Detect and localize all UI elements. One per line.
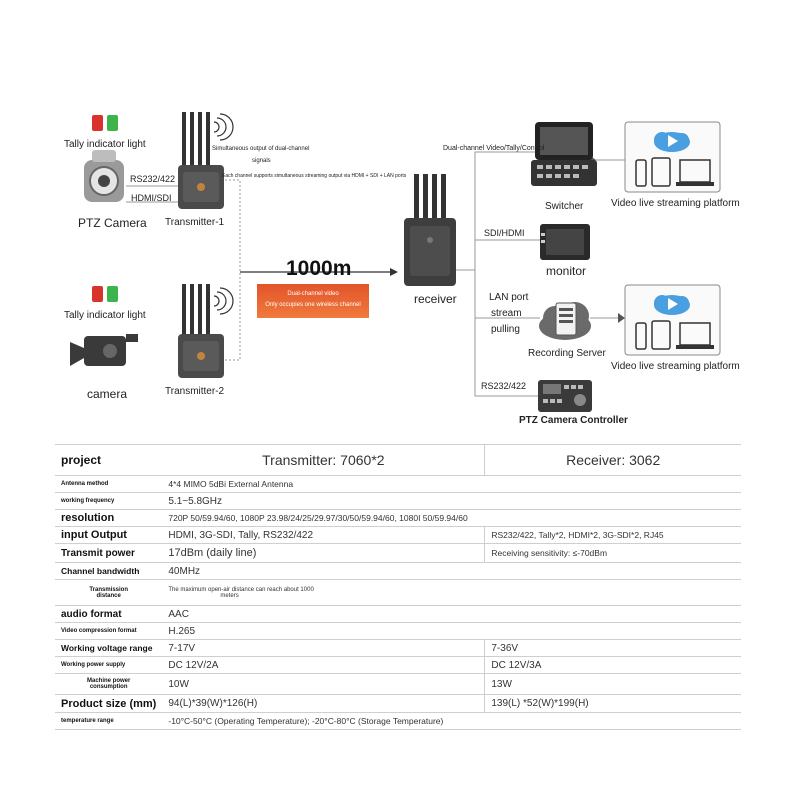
monitor-label: monitor xyxy=(546,264,587,278)
monitor-icon xyxy=(540,224,590,260)
table-row xyxy=(55,544,741,563)
platform-label-1: Video live streaming platform xyxy=(611,198,740,209)
table-row xyxy=(55,493,741,510)
row-key: Video compression format xyxy=(55,623,162,640)
table-row xyxy=(55,713,741,730)
spec-table xyxy=(55,444,741,730)
row-key: Channel bandwidth xyxy=(55,563,162,580)
header-project: project xyxy=(55,445,162,476)
dual-channel-banner xyxy=(257,284,369,318)
rs232-label-top: RS232/422 xyxy=(130,174,176,184)
row-value: H.265 xyxy=(162,623,741,640)
recording-server-icon xyxy=(539,302,591,340)
row-key: input Output xyxy=(55,527,162,544)
hdmi-label-top: HDMI/SDI xyxy=(131,193,172,203)
row-key-line-2: distance xyxy=(96,592,121,599)
row-key-line-2: consumption xyxy=(89,684,128,690)
switcher-label: Switcher xyxy=(545,201,584,212)
row-key-line-1: Transmission xyxy=(89,586,129,593)
note-each-channel: Each channel supports simultaneous streaming output via HDMI + SDI + LAN ports xyxy=(222,173,407,179)
arrow-head-icon xyxy=(390,268,398,276)
row-value-line-2: meters xyxy=(220,592,239,599)
row-value-rx: 13W xyxy=(485,674,741,695)
line-to-switcher xyxy=(455,152,535,270)
row-key-line-1: Machine power xyxy=(87,678,131,684)
tally-label-bottom: Tally indicator light xyxy=(64,310,146,321)
note-simultaneous: Simultaneous output of dual-channel xyxy=(212,146,310,152)
row-value: 720P 50/59.94/60, 1080P 23.98/24/25/29.97/30/50/59.94/60, 1080I 50/59.94/60 xyxy=(162,510,741,527)
transmitter-1-icon xyxy=(178,112,224,209)
row-value-rx: 139(L) *52(W)*199(H) xyxy=(485,695,741,713)
banner-line-2: Only occupies one wireless channel xyxy=(265,302,361,308)
pulling-label: pulling xyxy=(491,324,520,335)
table-row xyxy=(55,640,741,657)
ptz-camera-label: PTZ Camera xyxy=(78,216,147,230)
ptz-camera-icon xyxy=(84,150,124,202)
row-key xyxy=(55,580,162,606)
row-value-tx: 10W xyxy=(162,674,485,695)
table-row xyxy=(55,623,741,640)
tx-dotted-link xyxy=(225,180,240,360)
table-row xyxy=(55,563,741,580)
row-value-tx: 7-17V xyxy=(162,640,485,657)
streaming-platform-icon xyxy=(625,122,720,192)
camera-label: camera xyxy=(87,387,128,401)
streaming-platform-icon xyxy=(625,285,720,355)
table-row xyxy=(55,527,741,544)
row-value-tx: 94(L)*39(W)*126(H) xyxy=(162,695,485,713)
row-value-rx: RS232/422, Tally*2, HDMI*2, 3G-SDI*2, RJ45 xyxy=(485,527,741,544)
transmitter-2-icon xyxy=(178,284,224,378)
row-value: 5.1~5.8GHz xyxy=(162,493,741,510)
row-value: AAC xyxy=(162,606,741,623)
distance-label: 1000m xyxy=(286,257,352,280)
row-value: 4*4 MIMO 5dBi External Antenna xyxy=(162,476,741,493)
stream-label: stream xyxy=(491,308,522,319)
table-row xyxy=(55,606,741,623)
tally-light-icon xyxy=(92,115,118,131)
row-value: -10°C-50°C (Operating Temperature); -20°C-80°C (Storage Temperature) xyxy=(162,713,741,730)
row-value: 40MHz xyxy=(162,563,741,580)
wifi-signal-icon xyxy=(214,288,233,314)
ptz-controller-icon xyxy=(538,380,592,412)
transmitter-2-label: Transmitter-2 xyxy=(165,386,225,397)
row-key: Working voltage range xyxy=(55,640,162,657)
recording-server-label: Recording Server xyxy=(528,348,606,359)
table-row xyxy=(55,674,741,695)
row-key: Working power supply xyxy=(55,657,162,674)
row-value-rx: 7-36V xyxy=(485,640,741,657)
transmitter-1-label: Transmitter-1 xyxy=(165,217,225,228)
table-header-row xyxy=(55,445,741,476)
header-receiver: Receiver: 3062 xyxy=(485,445,741,476)
rs232-label-bottom: RS232/422 xyxy=(481,381,527,391)
sdi-hdmi-label: SDI/HDMI xyxy=(484,228,525,238)
row-key: Transmit power xyxy=(55,544,162,563)
banner-line-1: Dual-channel video xyxy=(287,291,339,297)
receiver-label: receiver xyxy=(414,292,457,306)
header-transmitter: Transmitter: 7060*2 xyxy=(162,445,485,476)
row-key xyxy=(55,674,162,695)
receiver-icon xyxy=(404,174,456,286)
arrow-right-icon xyxy=(618,313,625,323)
row-value-tx: HDMI, 3G-SDI, Tally, RS232/422 xyxy=(162,527,485,544)
row-key: Product size (mm) xyxy=(55,695,162,713)
platform-label-2: Video live streaming platform xyxy=(611,361,740,372)
tally-light-icon xyxy=(92,286,118,302)
note-signals: signals xyxy=(252,158,271,164)
table-row xyxy=(55,657,741,674)
row-key: temperature range xyxy=(55,713,162,730)
row-key: working frequency xyxy=(55,493,162,510)
row-value-tx: 17dBm (daily line) xyxy=(162,544,485,563)
row-value-line-1: The maximum open-air distance can reach about 1000 xyxy=(168,586,314,593)
row-key: resolution xyxy=(55,510,162,527)
row-key: audio format xyxy=(55,606,162,623)
wifi-signal-icon xyxy=(214,114,233,140)
tally-label-top: Tally indicator light xyxy=(64,139,146,150)
row-value-tx: DC 12V/2A xyxy=(162,657,485,674)
camcorder-icon xyxy=(70,334,138,366)
switcher-icon xyxy=(531,122,597,186)
table-row xyxy=(55,580,741,606)
table-row xyxy=(55,695,741,713)
dual-channel-label: Dual-channel Video/Tally/Control xyxy=(443,145,545,152)
ptz-controller-label: PTZ Camera Controller xyxy=(519,415,628,426)
table-row xyxy=(55,510,741,527)
row-value-rx: DC 12V/3A xyxy=(485,657,741,674)
row-key: Antenna method xyxy=(55,476,162,493)
lan-port-label: LAN port xyxy=(489,292,529,303)
row-value-rx: Receiving sensitivity: ≤-70dBm xyxy=(485,544,741,563)
table-row xyxy=(55,476,741,493)
row-value xyxy=(162,580,741,606)
